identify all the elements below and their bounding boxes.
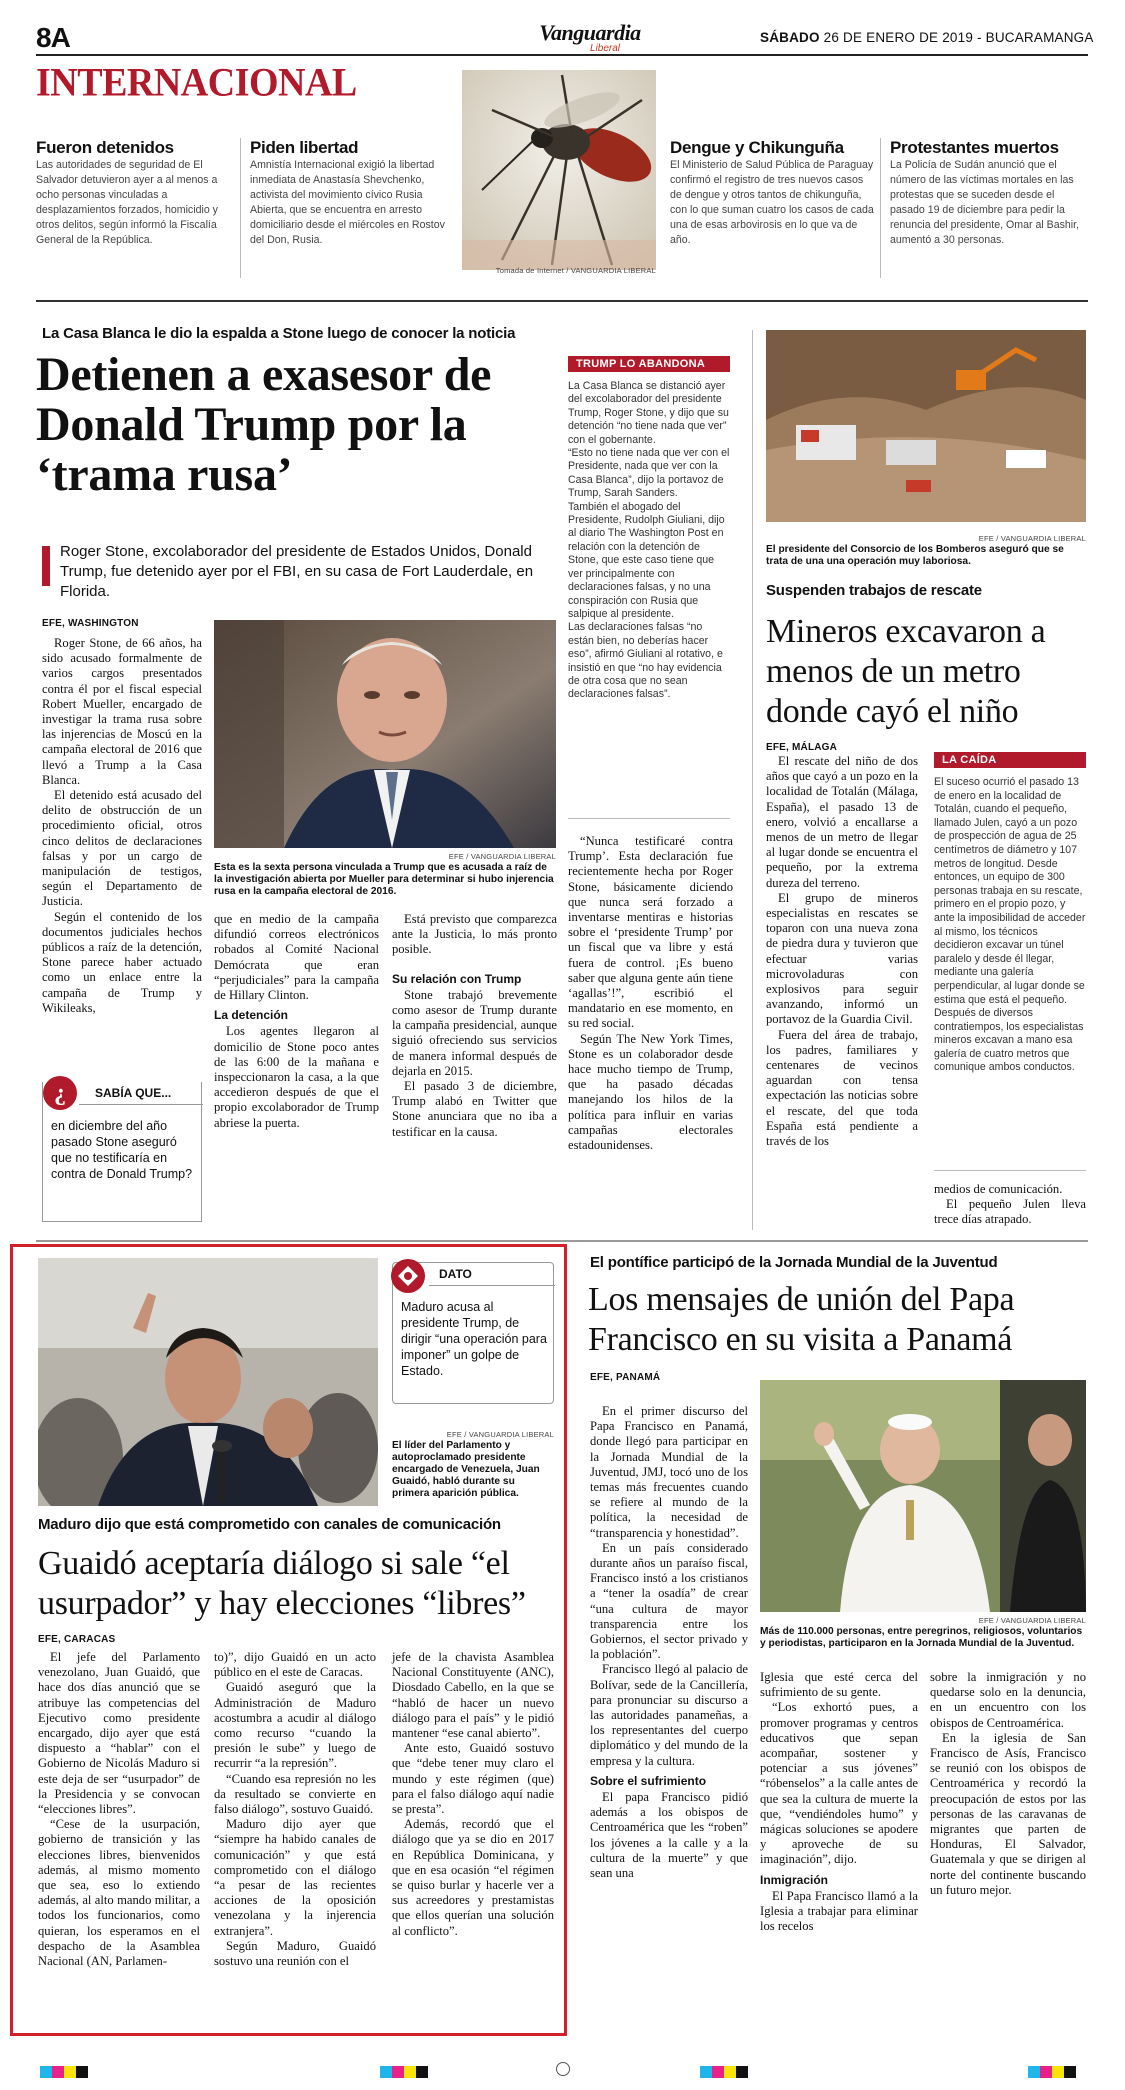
paragraph: Fuera del área de trabajo, los padres, familiares y centenares de vecinos aguardan con tensa expectación las noticias sobre el rescate, del que toda España está pendiente a través de los [766, 1027, 918, 1149]
brief-1 [36, 138, 232, 248]
papa-col2 [760, 1670, 918, 1934]
mineros-kicker: Suspenden trabajos de rescate [766, 582, 982, 599]
paragraph: Después de diversos contratiempos, los especialistas mineros excavan a mano esa galería de cuatro metros que comunique ambos conductos. [934, 1007, 1084, 1074]
divider [934, 1170, 1086, 1171]
paragraph: Los agentes llegaron al domicilio de Stone poco antes de las 6:00 de la mañana e inspeccionaron la casa, a la que accedieron después de que el propio excolaborador de Trump abriese la puerta. [214, 1024, 379, 1130]
divider [568, 818, 730, 819]
guaido-col3 [392, 1650, 554, 1939]
paragraph: La Casa Blanca se distanció ayer del excolaborador del presidente Trump, Roger Stone, y dijo que su detención “no tiene nada que ver” con el gobernante. [568, 380, 729, 446]
stone-byline: EFE, WASHINGTON [42, 618, 139, 629]
brand-logo-top: Vanguardia [539, 20, 641, 45]
subhead-relacion: Su relación con Trump [392, 971, 522, 986]
paragraph: Según el contenido de los documentos judiciales hechos públicos a raíz de la detención, Stone parece haber actuado como un enlace entre la campaña de Trump y Wikileaks, [42, 909, 202, 1015]
paragraph: sobre la inmigración y no quedarse solo en la denuncia, en un encuentro con los obispos de Centroamérica. [930, 1670, 1086, 1730]
papa-kicker: El pontífice participó de la Jornada Mundial de la Juventud [590, 1254, 998, 1271]
paragraph: El pasado 3 de diciembre, Trump alabó en Twitter que Stone anunciara que no iba a testificar en la causa. [392, 1079, 557, 1139]
date-weekday: SÁBADO [760, 30, 820, 45]
brief-text: Las autoridades de seguridad de El Salvador detuvieron ayer a al menos a ocho personas vinculadas a desplazamientos forzados, homicidio y otros delitos, según informó la Fiscalía General de la República. [36, 159, 218, 246]
date-rest: 26 DE ENERO DE 2019 - BUCARAMANGA [823, 30, 1094, 45]
stone-photo-caption: Esta es la sexta persona vinculada a Trump que es acusada a raíz de la investigación abierta por Mueller para determinar si hubo injerencia rusa en la campaña electoral de 2016. [214, 862, 554, 897]
guaido-byline: EFE, CARACAS [38, 1634, 116, 1645]
paragraph: to)”, dijo Guaidó en un acto público en el este de Caracas. [214, 1650, 376, 1680]
paragraph: En el primer discurso del Papa Francisco en Panamá, donde llegó para participar en la Jornada Mundial de la Juventud, JMJ, tocó uno de los temas más frecuentes cuando se refiere al mundo de la política, la necesidad de “transparencia y honestidad”. [590, 1404, 748, 1540]
dato-text: Maduro acusa al presidente Trump, de dirigir “una operación para imponer” un golpe de Estado. [401, 1300, 547, 1378]
paragraph: Iglesia que esté cerca del sufrimiento de su gente. [760, 1670, 918, 1700]
paragraph: “Los exhortó pues, a promover programas y centros educativos que sepan acompañar, sostener y potenciar a sus jóvenes” “róbenselos” a la calle antes de que sea la cultura de muerte la que, “vendiéndoles humo” y mágicas soluciones se apodere y aproveche de su imaginación”, dijo. [760, 1700, 918, 1867]
subhead-inmigracion: Inmigración [760, 1872, 829, 1887]
briefs-rule [36, 300, 1088, 302]
mosquito-credit: Tomada de Internet / VANGUARDIA LIBERAL [495, 266, 656, 275]
brief-title: Protestantes muertos [890, 138, 1059, 157]
guaido-col2 [214, 1650, 376, 1969]
paragraph: “Nunca testificaré contra Trump’. Esta declaración fue recientemente hecha por Roger Stone, básicamente diciendo que nunca será forzado a inventarse mentiras e historias sobre el ‘presidente Trump’ por un fiscal que va libre y está fuera de control. ¡Es bueno saber que alguna gente aún tiene ‘agallas’!”, escribió el mandatario en ese momento, en su red social. [568, 834, 733, 1031]
la-caida-text [934, 776, 1086, 1075]
divider [752, 330, 753, 1230]
paragraph: El pequeño Julen lleva trece días atrapado. [934, 1197, 1086, 1227]
brief-2 [250, 138, 450, 248]
paragraph: El rescate del niño de dos años que cayó a un pozo en la localidad de Totalán (Málaga, España), el pasado 13 de enero, volvió a encallarse a menos de un metro de llegar al lugar donde se encuentra el pequeño, por la extrema dureza del terreno. [766, 754, 918, 890]
mid-rule [36, 1240, 1088, 1242]
mineros-headline: Mineros excavaron a menos de un metro donde cayó el niño [766, 613, 1046, 730]
color-bar-mid-left [380, 2066, 428, 2078]
paragraph: En la iglesia de San Francisco de Asís, Francisco se reunió con los obispos de Centroamérica y recordó la preocupación de estos por las personas de las caravanas de migrantes que parten de Honduras, El Salvador, Guatemala y que se dirigen al norte del continente buscando un futuro mejor. [930, 1730, 1086, 1897]
paragraph: El grupo de mineros especialistas en rescates se toparon con una nueva zona de piedra dura y tuvieron que efectuar varias microvoladuras con explosivos para seguir avanzando, informó un portavoz de la Guardia Civil. [766, 890, 918, 1027]
paragraph: Las declaraciones falsas “no están bien, no deberías hacer eso”, afirmó Giuliani al rotativo, e insistió en que “no hay evidencia de otra cosa que no sean declaraciones falsas”. [568, 621, 723, 701]
mineros-col1 [766, 754, 918, 1149]
paragraph: Roger Stone, de 66 años, ha sido acusado formalmente de varios cargos presentados contra él por el fiscal especial Robert Mueller, encargado de investigar la trama rusa sobre las injerencias de Moscú en la campaña electoral de 2016 que llevó a Trump a la Casa Blanca. [42, 636, 202, 787]
paragraph: Según The New York Times, Stone es un colaborador desde hace mucho tiempo de Trump, que ha pasado décadas manejando los hilos de la política para influir en varias campañas electorales estadounidenses. [568, 1031, 733, 1153]
color-bar-right [1028, 2066, 1076, 2078]
brand-logo [530, 22, 650, 54]
subhead-sufrimiento: Sobre el sufrimiento [590, 1773, 707, 1788]
stone-photo [214, 620, 556, 848]
paragraph: El detenido está acusado del delito de obstrucción de un procedimiento oficial, otros cinco delitos de declaraciones falsas y por un cargo de manipulación de testigos, según el Departamento de Justicia. [42, 788, 202, 909]
rescue-photo-caption: El presidente del Consorcio de los Bomberos aseguró que se trata de una una operación muy laboriosa. [766, 544, 1064, 567]
register-mark-icon [556, 2062, 570, 2076]
paragraph: En un país considerado durante años un paraíso fiscal, Francisco instó a los cristianos a “tener la osadía” de crear “una cultura de mayor transparencia entre los Gobiernos, el sector privado y la población”. [590, 1540, 748, 1662]
trump-abandona-text [568, 380, 730, 702]
paragraph: Maduro dijo ayer que “siempre ha habido canales de comunicación” y que está comprometido con el diálogo “a pesar de las recientes acciones de la oposición venezolana y la injerencia extranjera”. [214, 1817, 376, 1938]
paragraph: “Esto no tiene nada que ver con el Presidente, nada que ver con la Casa Blanca”, dijo la portavoz de Trump, Sarah Sanders. [568, 447, 730, 500]
papa-photo-caption: Más de 110.000 personas, entre peregrinos, religiosos, voluntarios y periodistas, participaron en la Jornada Mundial de la Juventud. [760, 1626, 1083, 1649]
guaido-kicker: Maduro dijo que está comprometido con canales de comunicación [38, 1516, 501, 1533]
paragraph: Ante esto, Guaidó sostuvo que “debe tener muy claro el mundo y este régimen (que) para el falso diálogo aquí nadie se presta”. [392, 1741, 554, 1817]
paragraph: Stone trabajó brevemente como asesor de Trump durante la campaña presidencial, aunque siguió ofreciendo sus servicios de manera informal después de dejarla en 2015. [392, 987, 557, 1078]
section-title: INTERNACIONAL [36, 60, 357, 106]
paragraph: que en medio de la campaña difundió correos electrónicos robados al Comité Nacional Demócrata que eran “perjudiciales” para la campaña de Hillary Clinton. [214, 912, 379, 1003]
brief-3 [670, 138, 875, 248]
sabia-text: en diciembre del año pasado Stone aseguró que no testificaría en contra de Donald Trump? [51, 1119, 193, 1181]
paragraph: Francisco llegó al palacio de Bolívar, sede de la Cancillería, para pronunciar su discurso a las autoridades panameñas, a los representantes del cuerpo diplomático y del mundo de la empresa y la cultura. [590, 1662, 748, 1768]
papa-byline: EFE, PANAMÁ [590, 1372, 661, 1383]
paragraph: jefe de la chavista Asamblea Nacional Constituyente (ANC), Diosdado Cabello, en la que se “habló de hacer un nuevo diálogo para el país” y le pidió mantener “ese canal abierto”. [392, 1650, 554, 1741]
brief-title: Fueron detenidos [36, 138, 174, 157]
papa-photo-credit: EFE / VANGUARDIA LIBERAL [978, 1616, 1086, 1625]
paragraph: Guaidó aseguró que la Administración de Maduro acostumbra a acudir al diálogo como recurso “cuando la presión le sube” y luego de recurrir “a la represión”. [214, 1680, 376, 1771]
stone-col4 [568, 834, 733, 1153]
brand-logo-sub: Liberal [589, 43, 621, 54]
mosquito-photo [462, 70, 656, 270]
la-caida-label: LA CAÍDA [934, 752, 1086, 768]
papa-headline: Los mensajes de unión del Papa Francisco en su visita a Panamá [588, 1281, 1015, 1358]
brief-text: Amnistía Internacional exigió la libertad inmediata de Anastasía Shevchenko, activista del movimiento cívico Rusia Abierta, que se encuentra en arresto domiciliario desde el miércoles en Rostov del Don, Rusia. [250, 159, 445, 246]
dato-icon [391, 1259, 425, 1293]
brief-text: El Ministerio de Salud Pública de Paraguay confirmó el registro de tres nuevos casos de dengue y otros tantos de chikunguña, con lo que suman cuatro los casos de cada una de esas arbovirosis en lo que va de año. [670, 159, 874, 246]
dato-rule [429, 1285, 555, 1286]
guaido-photo-caption: El líder del Parlamento y autoproclamado presidente encargado de Venezuela, Juan Guaidó, habló durante su primera aparición pública. [392, 1440, 540, 1499]
rescue-photo-credit: EFE / VANGUARDIA LIBERAL [978, 534, 1086, 543]
brief-4 [890, 138, 1090, 248]
paragraph: Está previsto que comparezca ante la Justicia, lo más pronto posible. [392, 912, 557, 957]
guaido-photo-credit: EFE / VANGUARDIA LIBERAL [446, 1430, 554, 1439]
divider [240, 138, 241, 278]
page-number: 8A [36, 22, 70, 53]
divider [880, 138, 881, 278]
brief-title: Piden libertad [250, 138, 359, 157]
sabia-rule [79, 1104, 203, 1105]
stone-col1 [42, 636, 202, 1016]
paragraph: El suceso ocurrió el pasado 13 de enero en la localidad de Totalán, cuando el pequeño, llamado Julen, cayó a un pozo de prospección de agua de 25 centímetros de diámetro y 107 metros de longitud. Desde entonces, un equipo de 300 personas trabaja en su rescate, primero en el propio pozo, y ante la imposibilidad de acceder al mismo, los técnicos decidieron excavar un túnel paralelo y desde él llegar, mediante una galería perpendicular, al lugar donde se estima que está el pequeño. [934, 776, 1086, 1006]
sabia-icon: ¿ [43, 1076, 77, 1110]
mineros-byline: EFE, MÁLAGA [766, 742, 838, 753]
stone-deck-bar [42, 546, 50, 586]
brief-text: La Policía de Sudán anunció que el número de las víctimas mortales en las protestas que se suceden desde el pasado 19 de diciembre para pedir la renuncia del presidente, Omar al Bashir, aumentó a 30 personas. [890, 159, 1080, 246]
paragraph: También el abogado del Presidente, Rudolph Giuliani, dijo al diario The Washington Post en relación con la detención de Stone, que este caso tiene que ver principalmente con declaraciones falsas, y no una conspiración con Rusia que salpique al presidente. [568, 500, 725, 620]
paragraph: Según Maduro, Guaidó sostuvo una reunión con el [214, 1938, 376, 1969]
rescue-photo [766, 330, 1086, 522]
header-rule [36, 54, 1088, 56]
stone-kicker: La Casa Blanca le dio la espalda a Stone luego de conocer la noticia [42, 325, 516, 342]
paragraph: El Papa Francisco llamó a la Iglesia a trabajar para eliminar los recelos [760, 1888, 918, 1934]
paragraph: medios de comunicación. [934, 1182, 1063, 1196]
stone-col2 [214, 912, 379, 1131]
dato-label: DATO [439, 1267, 472, 1281]
stone-headline: Detienen a exasesor de Donald Trump por la ‘trama rusa’ [36, 348, 492, 501]
papa-col3 [930, 1670, 1086, 1898]
page-date [760, 30, 1094, 45]
paragraph: Además, recordó que el diálogo que ya se dio en 2017 en República Dominicana, y que en esa ocasión “el régimen se quiso burlar y hacerle ver a sus acreedores y prestamistas que ellos querían una solución al conflicto”. [392, 1817, 554, 1938]
sabia-label: SABÍA QUE... [95, 1086, 172, 1100]
color-bar-mid-right [700, 2066, 748, 2078]
papa-col1 [590, 1404, 748, 1881]
guaido-photo [38, 1258, 378, 1506]
paragraph: El papa Francisco pidió además a los obispos de Centroamérica que les “roben” los jóvenes a la calle y a la cultura de la muerte” y que sean una [590, 1790, 748, 1881]
stone-col3 [392, 912, 557, 1140]
paragraph: “Cese de la usurpación, gobierno de transición y las elecciones libres, bienvenidos además, al mismo momento que sea, eso lo extiendo además, al alto mando militar, a todos los funcionarios, como quieran, los esperamos en el despacho de la Asamblea Nacional (AN, Parlamen- [38, 1817, 200, 1969]
color-bar-left [40, 2066, 88, 2078]
mineros-col2-end [934, 1182, 1086, 1228]
paragraph: El jefe del Parlamento venezolano, Juan Guaidó, que hace dos días anunció que se atribuye las competencias del Ejecutivo como presidente encargado, dijo ayer que está dispuesto a “hablar” con el Gobierno de Nicolás Maduro si este deja de ser “usurpador” de la Presidencia y se convocan “elecciones libres”. [38, 1650, 200, 1817]
brief-title: Dengue y Chikunguña [670, 138, 844, 157]
stone-photo-credit: EFE / VANGUARDIA LIBERAL [448, 852, 556, 861]
papa-photo [760, 1380, 1086, 1612]
stone-deck: Roger Stone, excolaborador del presidente de Estados Unidos, Donald Trump, fue detenido ayer por el FBI, en su casa de Fort Lauderdale, en Florida. [60, 543, 534, 600]
trump-abandona-label: TRUMP LO ABANDONA [568, 356, 730, 372]
subhead-detencion: La detención [214, 1008, 289, 1023]
guaido-col1 [38, 1650, 200, 1969]
paragraph: “Cuando esa represión no les da resultado se convierte en falso diálogo”, sostuvo Guaidó. [214, 1771, 376, 1817]
dato-box [392, 1262, 554, 1404]
sabia-box [42, 1082, 202, 1222]
guaido-headline: Guaidó aceptaría diálogo si sale “el usurpador” y hay elecciones “libres” [38, 1545, 526, 1622]
